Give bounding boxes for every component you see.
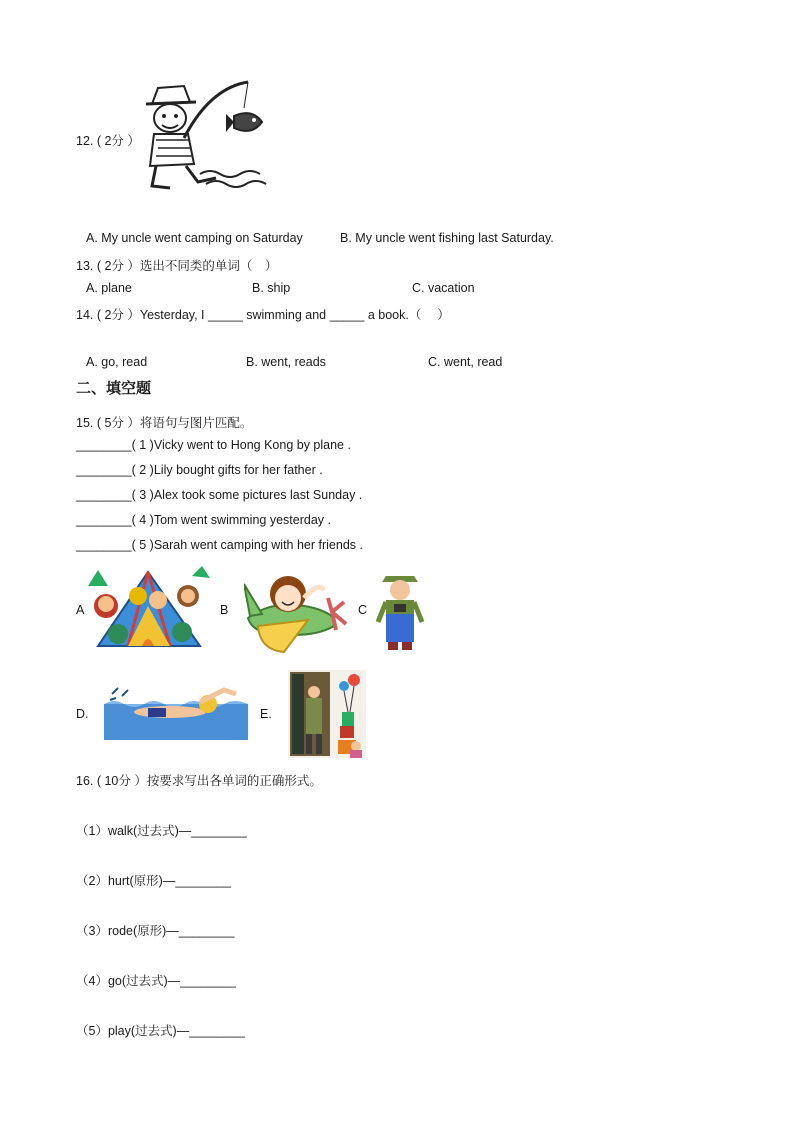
gift-door-image — [288, 670, 366, 758]
q15-item-3: ________( 3 )Alex took some pictures last Sunday . — [76, 488, 363, 502]
q14-option-a[interactable]: A. go, read — [86, 355, 148, 369]
q13-option-c[interactable]: C. vacation — [412, 281, 475, 295]
q14-option-c[interactable]: C. went, read — [428, 355, 503, 369]
q14-stem: 14. ( 2分 ）Yesterday, I _____ swimming and _____ a book.（ ） — [76, 308, 450, 322]
swimming-boy-image — [104, 684, 248, 740]
q15-item-4: ________( 4 )Tom went swimming yesterday . — [76, 513, 331, 527]
q16-item-4: （4）go(过去式)—________ — [76, 974, 236, 988]
section-title: 二、填空题 — [76, 380, 152, 397]
q16-item-5: （5）play(过去式)—________ — [76, 1024, 245, 1038]
q13-option-a[interactable]: A. plane — [86, 281, 132, 295]
q12-number: 12. ( 2分 ） — [76, 134, 140, 148]
q16-item-2: （2）hurt(原形)—________ — [76, 874, 231, 888]
picture-label-b: B — [220, 603, 229, 617]
fishing-man-image — [140, 78, 272, 196]
picture-label-a: A — [76, 603, 85, 617]
picture-label-d: D. — [76, 707, 89, 721]
q14-option-b[interactable]: B. went, reads — [246, 355, 326, 369]
airplane-girl-image — [244, 568, 348, 654]
photographer-man-image — [374, 566, 426, 654]
q15-item-1: ________( 1 )Vicky went to Hong Kong by plane . — [76, 438, 351, 452]
q16-item-3: （3）rode(原形)—________ — [76, 924, 235, 938]
q15-item-2: ________( 2 )Lily bought gifts for her father . — [76, 463, 323, 477]
picture-label-e: E. — [260, 707, 272, 721]
q13-stem: 13. ( 2分 ）选出不同类的单词（ ） — [76, 259, 278, 273]
q15-stem: 15. ( 5分 ）将语句与图片匹配。 — [76, 416, 253, 430]
q15-item-5: ________( 5 )Sarah went camping with her friends . — [76, 538, 363, 552]
camping-tent-image — [88, 566, 210, 652]
q13-option-b[interactable]: B. ship — [252, 281, 291, 295]
q12-option-b[interactable]: B. My uncle went fishing last Saturday. — [340, 231, 554, 245]
q16-stem: 16. ( 10分 ）按要求写出各单词的正确形式。 — [76, 774, 322, 788]
picture-label-c: C — [358, 603, 368, 617]
q12-option-a[interactable]: A. My uncle went camping on Saturday — [86, 231, 303, 245]
q16-item-1: （1）walk(过去式)—________ — [76, 824, 247, 838]
